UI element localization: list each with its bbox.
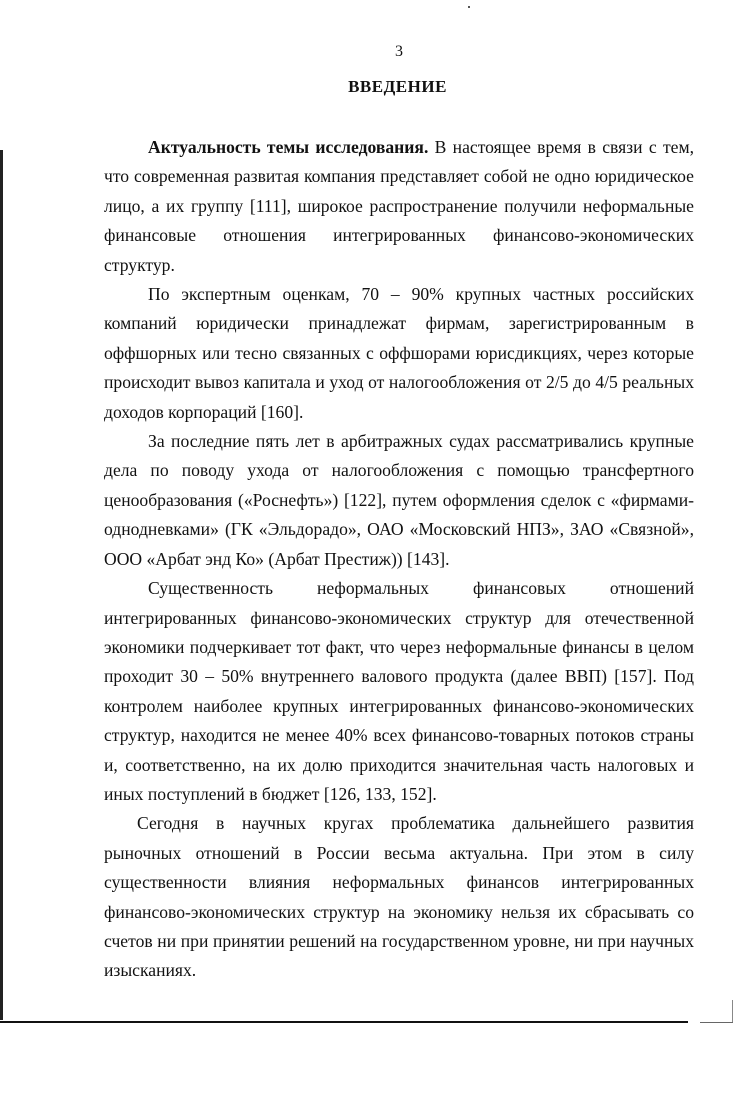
bottom-rule — [0, 1021, 688, 1023]
paragraph-significance: Существенность неформальных финансовых отношений интегрированных финансово-экономических структур для отечественной экономики подчеркивает тот факт, что через неформальные финансы в целом проходит 30 – 50% внутреннего валового продукта (далее ВВП) [157]. Под контролем наиболее крупных интегрированных финансово-экономических структур, находится не менее 40% всех финансово-товарных потоков страны и, соответственно, на их долю приходится значительная часть налоговых и иных поступлений в бюджет [126, 133, 152]. — [104, 578, 694, 804]
paragraph-today: Сегодня в научных кругах проблематика дальнейшего развития рыночных отношений в России весьма актуальна. При этом в силу существенности влияния неформальных финансов интегрированных финансово-экономических структур на экономику нельзя их сбрасывать со счетов ни при принятии решений на государственном уровне, ни при научных изысканиях. — [104, 813, 694, 981]
bottom-rule-tail — [700, 1022, 733, 1023]
paragraph-lead: Актуальность темы исследования. — [148, 137, 429, 157]
paragraph-text: В настоящее время в связи с тем, что современная развитая компания представляет собой не одно юридическое лицо, а их группу [111], широкое распространение получили неформальные финансовые отношения интегрированных финансово-экономических структур. — [104, 137, 694, 275]
page-number: 3 — [395, 43, 403, 60]
paragraph-expert-estimates: По экспертным оценкам, 70 – 90% крупных частных российских компаний юридически принадлежат фирмам, зарегистрированным в оффшорных или тесно связанных с оффшорами юрисдикциях, через которые происходит вывоз капитала и уход от налогообложения от 2/5 до 4/5 реальных доходов корпораций [160]. — [104, 284, 694, 422]
page-title: ВВЕДЕНИЕ — [348, 77, 447, 96]
body-text — [104, 133, 694, 986]
paragraph-court-cases: За последние пять лет в арбитражных судах рассматривались крупные дела по поводу ухода от налогообложения с помощью трансфертного ценообразования («Роснефть») [122], путем оформления сделок с «фирмами-однодневками» (ГК «Эльдорадо», ОАО «Московский НПЗ», ЗАО «Связной», ООО «Арбат энд Ко» (Арбат Престиж)) [143]. — [104, 431, 694, 569]
scan-dot — [468, 6, 470, 8]
scan-left-edge — [0, 150, 3, 1020]
paragraph-relevance — [104, 133, 694, 280]
